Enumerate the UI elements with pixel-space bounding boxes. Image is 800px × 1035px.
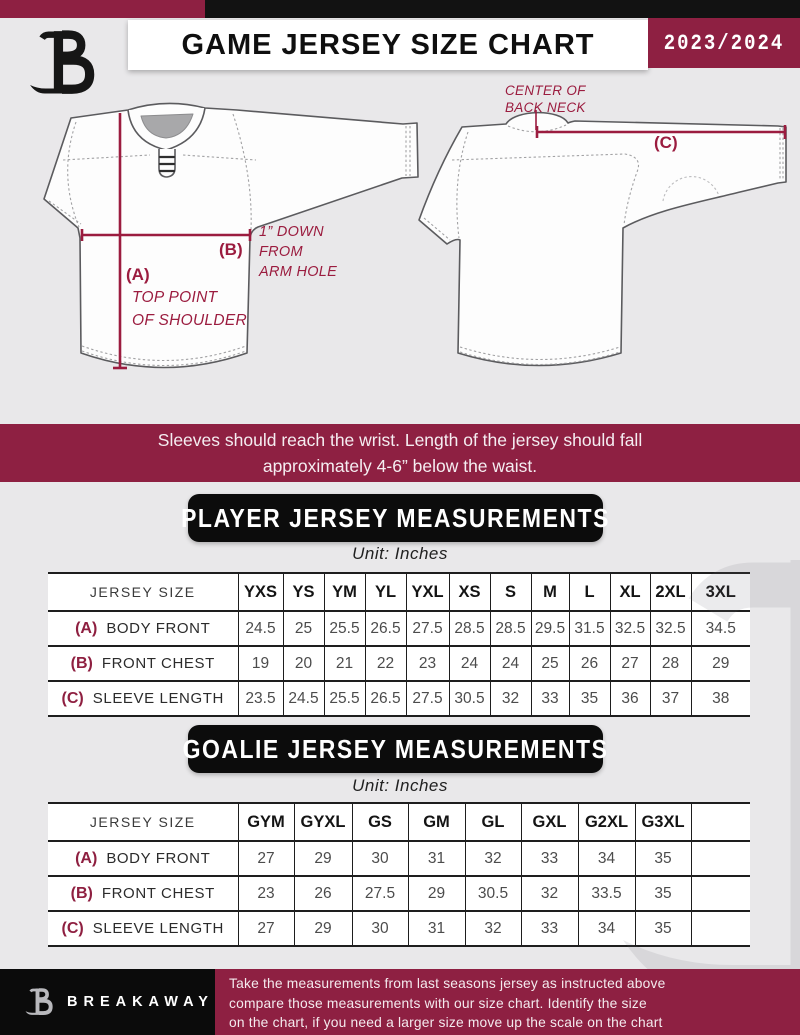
row-key: (C) bbox=[61, 919, 84, 937]
measurement-cell: 35 bbox=[635, 911, 691, 946]
measurement-cell: 32 bbox=[465, 911, 521, 946]
center-back-neck-label: CENTER OF BACK NECK bbox=[505, 83, 586, 115]
size-column-header: GM bbox=[408, 803, 465, 841]
measurement-cell: 29 bbox=[294, 841, 352, 876]
measurement-cell: 29 bbox=[408, 876, 465, 911]
measurement-cell: 20 bbox=[283, 646, 324, 681]
measurement-cell: 38 bbox=[691, 681, 750, 716]
season-label: 2023/2024 bbox=[663, 30, 785, 56]
empty-cell bbox=[691, 803, 750, 841]
row-label-text: FRONT CHEST bbox=[101, 654, 215, 672]
size-column-header: XS bbox=[449, 573, 490, 611]
measurement-cell: 27 bbox=[238, 911, 294, 946]
size-column-header: S bbox=[490, 573, 531, 611]
measurement-cell: 25.5 bbox=[324, 611, 365, 646]
row-key: (C) bbox=[61, 689, 84, 707]
measurement-cell: 25 bbox=[531, 646, 569, 681]
season-badge bbox=[648, 18, 800, 68]
player-section-heading: PLAYER JERSEY MEASUREMENTS bbox=[188, 494, 603, 542]
size-column-header: G3XL bbox=[635, 803, 691, 841]
row-label bbox=[48, 876, 238, 911]
size-column-header: M bbox=[531, 573, 569, 611]
size-column-header: G2XL bbox=[578, 803, 635, 841]
measurement-cell: 37 bbox=[650, 681, 691, 716]
measurement-cell: 33.5 bbox=[578, 876, 635, 911]
size-column-header: GS bbox=[352, 803, 408, 841]
measurement-cell: 23 bbox=[406, 646, 449, 681]
measurement-cell: 30.5 bbox=[449, 681, 490, 716]
measurement-cell: 34.5 bbox=[691, 611, 750, 646]
measurement-cell: 33 bbox=[521, 911, 578, 946]
empty-cell bbox=[691, 876, 750, 911]
size-column-header: GYM bbox=[238, 803, 294, 841]
measurement-cell: 31 bbox=[408, 841, 465, 876]
measurement-cell: 21 bbox=[324, 646, 365, 681]
table-row bbox=[48, 681, 750, 716]
row-key: (B) bbox=[70, 884, 93, 902]
size-column-header: XL bbox=[610, 573, 650, 611]
jersey-diagrams bbox=[0, 80, 800, 424]
measurement-cell: 32 bbox=[521, 876, 578, 911]
size-column-header: GYXL bbox=[294, 803, 352, 841]
empty-cell bbox=[691, 911, 750, 946]
measurement-cell: 31.5 bbox=[569, 611, 610, 646]
row-label-text: FRONT CHEST bbox=[101, 884, 215, 902]
table-row bbox=[48, 841, 750, 876]
table-row bbox=[48, 911, 750, 946]
top-bar-maroon-segment bbox=[0, 0, 205, 18]
size-column-header: YL bbox=[365, 573, 406, 611]
table-row bbox=[48, 646, 750, 681]
row-label-text: SLEEVE LENGTH bbox=[92, 689, 224, 707]
measurement-cell: 25 bbox=[283, 611, 324, 646]
measurement-cell: 23 bbox=[238, 876, 294, 911]
measurement-cell: 33 bbox=[521, 841, 578, 876]
measurement-cell: 34 bbox=[578, 911, 635, 946]
measure-b-description: 1” DOWN FROM ARM HOLE bbox=[259, 224, 338, 280]
empty-cell bbox=[691, 841, 750, 876]
measurement-cell: 30 bbox=[352, 841, 408, 876]
brand-name: BREAKAWAY bbox=[67, 994, 214, 1010]
goalie-section-heading: GOALIE JERSEY MEASUREMENTS bbox=[188, 725, 603, 773]
footer-instructions-box bbox=[215, 969, 800, 1035]
size-column-header: GL bbox=[465, 803, 521, 841]
size-column-header: 3XL bbox=[691, 573, 750, 611]
fit-note-banner bbox=[0, 424, 800, 482]
measurement-cell: 27.5 bbox=[406, 611, 449, 646]
measurement-cell: 27.5 bbox=[406, 681, 449, 716]
row-key: (B) bbox=[70, 654, 93, 672]
page-title-box bbox=[128, 20, 648, 70]
measure-a-key: (A) bbox=[126, 265, 150, 284]
measurement-cell: 24.5 bbox=[238, 611, 283, 646]
table-row bbox=[48, 611, 750, 646]
measurement-cell: 32 bbox=[465, 841, 521, 876]
table-corner-label: JERSEY SIZE bbox=[89, 814, 196, 830]
measurement-cell: 31 bbox=[408, 911, 465, 946]
table-corner-label: JERSEY SIZE bbox=[89, 584, 196, 600]
measurement-cell: 32.5 bbox=[650, 611, 691, 646]
goalie-unit-label: Unit: Inches bbox=[352, 776, 448, 795]
measurement-cell: 24.5 bbox=[283, 681, 324, 716]
row-key: (A) bbox=[75, 619, 98, 637]
measurement-cell: 32 bbox=[490, 681, 531, 716]
measurement-cell: 34 bbox=[578, 841, 635, 876]
measurement-cell: 25.5 bbox=[324, 681, 365, 716]
row-label bbox=[48, 841, 238, 876]
measurement-cell: 35 bbox=[569, 681, 610, 716]
player-measurements-table bbox=[48, 572, 750, 717]
size-column-header: L bbox=[569, 573, 610, 611]
measurement-cell: 27.5 bbox=[352, 876, 408, 911]
measurement-cell: 24 bbox=[490, 646, 531, 681]
measurement-cell: 27 bbox=[238, 841, 294, 876]
top-bar-black-segment bbox=[205, 0, 800, 18]
fit-note-line: Sleeves should reach the wrist. Length of the jersey should fall bbox=[157, 430, 643, 450]
size-column-header: YXS bbox=[238, 573, 283, 611]
measurement-cell: 29.5 bbox=[531, 611, 569, 646]
footer-breakaway-b-logo bbox=[24, 985, 54, 1019]
measurement-cell: 22 bbox=[365, 646, 406, 681]
size-column-header: 2XL bbox=[650, 573, 691, 611]
footer-instruction-line: on the chart, if you need a larger size move up the scale on the chart bbox=[229, 1015, 663, 1030]
row-label-text: BODY FRONT bbox=[106, 849, 211, 867]
measurement-cell: 26 bbox=[294, 876, 352, 911]
size-column-header: YXL bbox=[406, 573, 449, 611]
measurement-cell: 28.5 bbox=[449, 611, 490, 646]
measurement-cell: 28 bbox=[650, 646, 691, 681]
jersey-diagram-drawing bbox=[0, 80, 800, 424]
table-row bbox=[48, 876, 750, 911]
row-label bbox=[48, 681, 238, 716]
measurement-cell: 23.5 bbox=[238, 681, 283, 716]
size-column-header: YS bbox=[283, 573, 324, 611]
measurement-cell: 27 bbox=[610, 646, 650, 681]
measurement-cell: 29 bbox=[691, 646, 750, 681]
row-label bbox=[48, 646, 238, 681]
measurement-cell: 30.5 bbox=[465, 876, 521, 911]
player-unit-label: Unit: Inches bbox=[352, 544, 448, 563]
row-label bbox=[48, 911, 238, 946]
measure-b-key: (B) bbox=[219, 240, 243, 259]
measurement-cell: 26.5 bbox=[365, 681, 406, 716]
measure-a-description: TOP POINT OF SHOULDER bbox=[132, 289, 247, 329]
row-key: (A) bbox=[75, 849, 98, 867]
measurement-cell: 33 bbox=[531, 681, 569, 716]
fit-note-line: approximately 4-6” below the waist. bbox=[262, 456, 538, 476]
measurement-cell: 35 bbox=[635, 841, 691, 876]
row-label-text: SLEEVE LENGTH bbox=[92, 919, 224, 937]
measurement-cell: 24 bbox=[449, 646, 490, 681]
row-label bbox=[48, 611, 238, 646]
measurement-cell: 35 bbox=[635, 876, 691, 911]
measurement-cell: 32.5 bbox=[610, 611, 650, 646]
measure-c-key: (C) bbox=[654, 133, 678, 152]
page-title: GAME JERSEY SIZE CHART bbox=[181, 28, 595, 61]
row-label-text: BODY FRONT bbox=[106, 619, 211, 637]
measurement-cell: 29 bbox=[294, 911, 352, 946]
size-column-header: YM bbox=[324, 573, 365, 611]
measurement-cell: 36 bbox=[610, 681, 650, 716]
footer-brand-box bbox=[0, 969, 215, 1035]
size-column-header: GXL bbox=[521, 803, 578, 841]
footer-instruction-line: Take the measurements from last seasons jersey as instructed above bbox=[229, 976, 666, 991]
measurement-cell: 19 bbox=[238, 646, 283, 681]
measurement-cell: 28.5 bbox=[490, 611, 531, 646]
footer-instruction-line: compare those measurements with our size chart. Identify the size bbox=[229, 995, 647, 1011]
measurement-cell: 26 bbox=[569, 646, 610, 681]
measurement-cell: 26.5 bbox=[365, 611, 406, 646]
goalie-measurements-table bbox=[48, 802, 750, 947]
measurement-cell: 30 bbox=[352, 911, 408, 946]
